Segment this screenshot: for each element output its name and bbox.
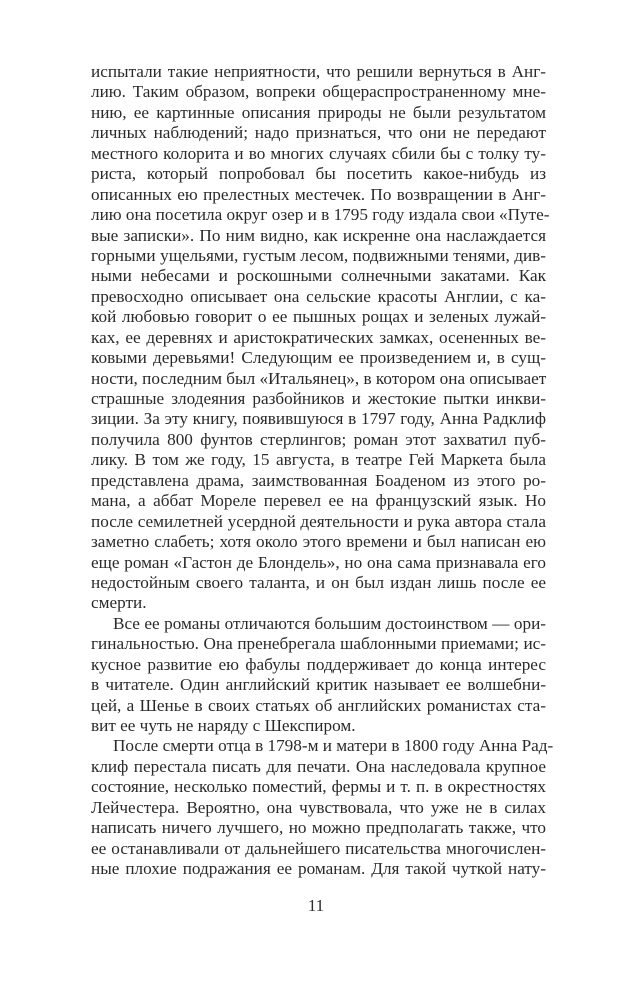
text-line: ковыми деревьями! Следующим ее произведением и, в сущ- (91, 348, 546, 368)
text-line: написать ничего лучшего, но можно предполагать также, что (91, 818, 546, 838)
text-line: После смерти отца в 1798-м и матери в 1800 году Анна Рад- (113, 736, 554, 756)
text-line: еще роман «Гастон де Блондель», но она сама признавала его (91, 552, 546, 572)
text-line: заметно слабеть; хотя около этого времени и был написан ею (91, 532, 546, 552)
text-line: гинальностью. Она пренебрегала шаблонными приемами; ис- (91, 634, 546, 654)
text-line: Все ее романы отличаются большим достоинством — ори- (113, 613, 546, 633)
text-line: в читателе. Один английский критик называет ее волшебни- (91, 675, 546, 695)
text-line: Лейчестера. Вероятно, она чувствовала, что уже не в силах (91, 797, 546, 817)
text-line: клиф перестала писать для печати. Она наследовала крупное (91, 756, 546, 776)
text-line: ными небесами и роскошными солнечными закатами. Как (91, 266, 546, 286)
text-line: зиции. За эту книгу, появившуюся в 1797 году, Анна Радклиф (91, 409, 546, 429)
paragraph (91, 614, 546, 737)
text-line: получила 800 фунтов стерлингов; роман этот захватил пуб- (91, 429, 546, 449)
text-line: лику. В том же году, 15 августа, в театре Гей Маркета была (91, 450, 546, 470)
text-line: состояние, несколько поместий, фермы и т. п. в окрестностях (91, 777, 546, 797)
text-line: лию. Таким образом, вопреки общераспространенному мне- (91, 82, 546, 102)
text-line: местного колорита и во многих случаях сбили бы с толку ту- (91, 143, 546, 163)
text-line: ности, последним был «Итальянец», в котором она описывает (91, 368, 547, 388)
text-line: цей, а Шенье в своих статьях об английских романистах ста- (91, 695, 546, 715)
text-line: страшные злодеяния разбойников и жестокие пытки инкви- (91, 389, 546, 408)
paragraph (91, 736, 554, 879)
text-line: нию, ее картинные описания природы не были результатом (91, 102, 546, 122)
text-line: горными ущельями, густым лесом, подвижными тенями, див- (91, 245, 546, 265)
text-line: смерти. (91, 593, 147, 613)
text-line: кой любовью говорит о ее пышных рощах и зеленых лужай- (91, 307, 546, 327)
page-body-text (91, 62, 554, 880)
text-line: личных наблюдений; надо признаться, что они не передают (91, 123, 546, 143)
text-line: вит ее чуть не наряду с Шекспиром. (91, 716, 356, 735)
paragraph (91, 62, 550, 614)
text-line: лию она посетила округ озер и в 1795 году издала свои «Путе- (91, 205, 550, 225)
text-line: мана, а аббат Мореле перевел ее на французский язык. Но (91, 491, 546, 511)
text-line: вые записки». По ним видно, как искренне она наслаждается (91, 225, 546, 245)
text-line: испытали такие неприятности, что решили вернуться в Анг- (91, 62, 546, 81)
text-line: риста, который попробовал бы посетить какое-нибудь из (91, 164, 546, 184)
page-number: 11 (307, 896, 325, 915)
text-line: превосходно описывает она сельские красоты Англии, с ка- (91, 286, 546, 306)
text-line: ее останавливали от дальнейшего писательства многочислен- (91, 838, 546, 858)
text-line: недостойным своего таланта, и он был издан лишь после ее (91, 572, 546, 592)
text-line: после семилетней усердной деятельности и рука автора стала (91, 511, 546, 531)
text-line: ные плохие подражания ее романам. Для такой чуткой нату- (91, 859, 546, 879)
text-line: ках, ее деревнях и аристократических замках, осененных ве- (91, 327, 546, 347)
text-line: описанных ею прелестных местечек. По возвращении в Анг- (91, 184, 546, 204)
text-line: кусное развитие ею фабулы поддерживает до конца интерес (91, 654, 546, 674)
text-line: представлена драма, заимствованная Боаденом из этого ро- (91, 470, 546, 490)
